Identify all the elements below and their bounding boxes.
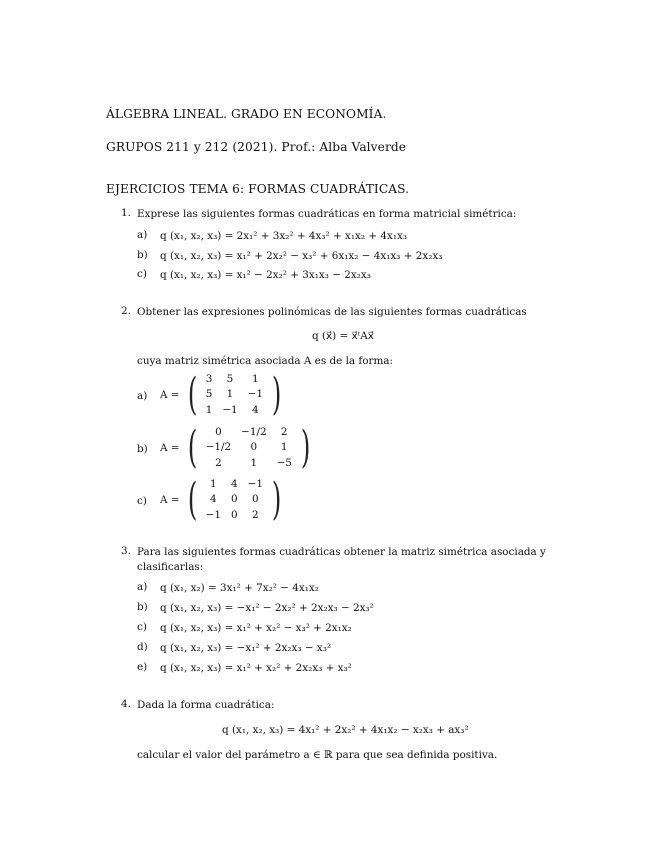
exercise-3-statement: Para las siguientes formas cuadráticas obtener la matriz simétrica asociada y bbox=[137, 546, 546, 558]
exercise-4-statement-continued: calcular el valor del parámetro a ∈ ℝ para que sea definida positiva. bbox=[137, 749, 498, 761]
exercise-4-number: 4. bbox=[121, 698, 131, 710]
ex3-item-expression: q (x₁, x₂, x₃) = −x₁² + 2x₂x₃ − x₃² bbox=[160, 642, 332, 654]
exercise-3-statement-continued: clasificarlas: bbox=[137, 561, 204, 573]
right-paren: ) bbox=[271, 369, 282, 420]
ex2-item-label: a) bbox=[137, 390, 148, 402]
matrix-cell: 5 bbox=[205, 388, 213, 401]
matrix-cell: 0 bbox=[231, 493, 238, 506]
matrix-cell: 1 bbox=[226, 388, 234, 401]
ex3-item-label: b) bbox=[137, 601, 148, 613]
matrix-cell: 2 bbox=[280, 425, 288, 438]
ex3-item-label: c) bbox=[137, 621, 147, 633]
course-groups: GRUPOS 211 y 212 (2021). Prof.: Alba Valverde bbox=[106, 140, 407, 154]
matrix-cell: 1 bbox=[251, 372, 259, 385]
ex3-item-label: d) bbox=[137, 641, 148, 653]
matrix-cell: −1/2 bbox=[241, 425, 267, 438]
ex1-item-expression: q (x₁, x₂, x₃) = x₁² − 2x₂² + 3x₁x₃ − 2x₂x₃ bbox=[160, 269, 371, 281]
matrix-cell: −1 bbox=[247, 477, 263, 490]
matrix-cell: 1 bbox=[280, 441, 288, 454]
matrix-cell: 4 bbox=[251, 403, 259, 416]
course-title: ÁLGEBRA LINEAL. GRADO EN ECONOMÍA. bbox=[106, 107, 387, 121]
matrix-a bbox=[160, 371, 285, 419]
ex1-item-expression: q (x₁, x₂, x₃) = 2x₁² + 3x₂² + 4x₃² + x₁x₂ + 4x₁x₃ bbox=[160, 230, 408, 242]
ex3-item-expression: q (x₁, x₂, x₃) = −x₁² − 2x₂² + 2x₂x₃ − 2x₃² bbox=[160, 602, 374, 614]
right-paren: ) bbox=[300, 422, 311, 473]
right-paren: ) bbox=[271, 474, 282, 525]
exercise-2-statement: Obtener las expresiones polinómicas de las siguientes formas cuadráticas bbox=[137, 306, 527, 318]
matrix-c bbox=[160, 476, 285, 524]
ex1-item-label: a) bbox=[137, 229, 148, 241]
ex3-item-expression: q (x₁, x₂) = 3x₁² + 7x₂² − 4x₁x₂ bbox=[160, 582, 319, 594]
matrix-cell: 0 bbox=[251, 493, 259, 506]
matrix-cell: 0 bbox=[215, 425, 222, 438]
matrix-cell: 2 bbox=[215, 456, 222, 469]
exercise-1-statement: Exprese las siguientes formas cuadráticas en forma matricial simétrica: bbox=[137, 208, 517, 220]
matrix-cell: 5 bbox=[226, 372, 234, 385]
left-paren: ( bbox=[187, 422, 197, 473]
ex2-item-label: b) bbox=[137, 443, 148, 455]
exercise-2-number: 2. bbox=[121, 305, 131, 317]
matrix-entries bbox=[201, 372, 268, 419]
ex2-item-label: c) bbox=[137, 495, 147, 507]
ex3-item-label: e) bbox=[137, 661, 148, 673]
matrix-cell: 1 bbox=[250, 456, 258, 469]
matrix-cell: 0 bbox=[231, 508, 238, 521]
ex3-item-label: a) bbox=[137, 581, 148, 593]
ex1-item-label: b) bbox=[137, 249, 148, 261]
left-paren: ( bbox=[187, 369, 197, 420]
exercise-1-number: 1. bbox=[121, 207, 131, 219]
matrix-cell: −1/2 bbox=[205, 441, 232, 454]
ex2-statement-continued: cuya matriz simétrica asociada A es de la forma: bbox=[137, 355, 394, 367]
matrix-cell: 0 bbox=[250, 441, 258, 454]
ex4-formula: q (x₁, x₂, x₃) = 4x₁² + 2x₂² + 4x₁x₂ − x₂x₃ + ax₃² bbox=[222, 724, 469, 736]
left-paren: ( bbox=[187, 474, 197, 525]
ex1-item-label: c) bbox=[137, 268, 147, 280]
matrix-cell: −5 bbox=[276, 456, 292, 469]
ex3-item-expression: q (x₁, x₂, x₃) = x₁² + x₂² − x₃² + 2x₁x₂ bbox=[160, 622, 352, 634]
matrix-entries bbox=[201, 425, 297, 472]
matrix-lhs: A = bbox=[160, 442, 180, 454]
ex3-item-expression: q (x₁, x₂, x₃) = x₁² + x₂² + 2x₂x₃ + x₃² bbox=[160, 662, 352, 674]
matrix-cell: 1 bbox=[210, 477, 217, 490]
matrix-lhs: A = bbox=[160, 389, 180, 401]
exercise-3-number: 3. bbox=[121, 545, 131, 557]
matrix-cell: 2 bbox=[251, 508, 259, 521]
matrix-cell: 4 bbox=[231, 477, 238, 490]
matrix-cell: 1 bbox=[205, 403, 213, 416]
matrix-cell: −1 bbox=[247, 388, 263, 401]
matrix-cell: 3 bbox=[205, 372, 213, 385]
ex2-formula: q (x⃗) = x⃗ᵗAx⃗ bbox=[312, 330, 374, 342]
matrix-cell: 4 bbox=[210, 493, 217, 506]
matrix-cell: −1 bbox=[205, 508, 222, 521]
exercise-sheet-title: EJERCICIOS TEMA 6: FORMAS CUADRÁTICAS. bbox=[106, 182, 410, 196]
matrix-entries bbox=[201, 477, 268, 524]
matrix-b bbox=[160, 424, 314, 472]
exercise-4-statement: Dada la forma cuadrática: bbox=[137, 699, 275, 711]
matrix-cell: −1 bbox=[222, 403, 238, 416]
ex1-item-expression: q (x₁, x₂, x₃) = x₁² + 2x₂² − x₃² + 6x₁x₂ − 4x₁x₃ + 2x₂x₃ bbox=[160, 250, 443, 262]
matrix-lhs: A = bbox=[160, 494, 180, 506]
